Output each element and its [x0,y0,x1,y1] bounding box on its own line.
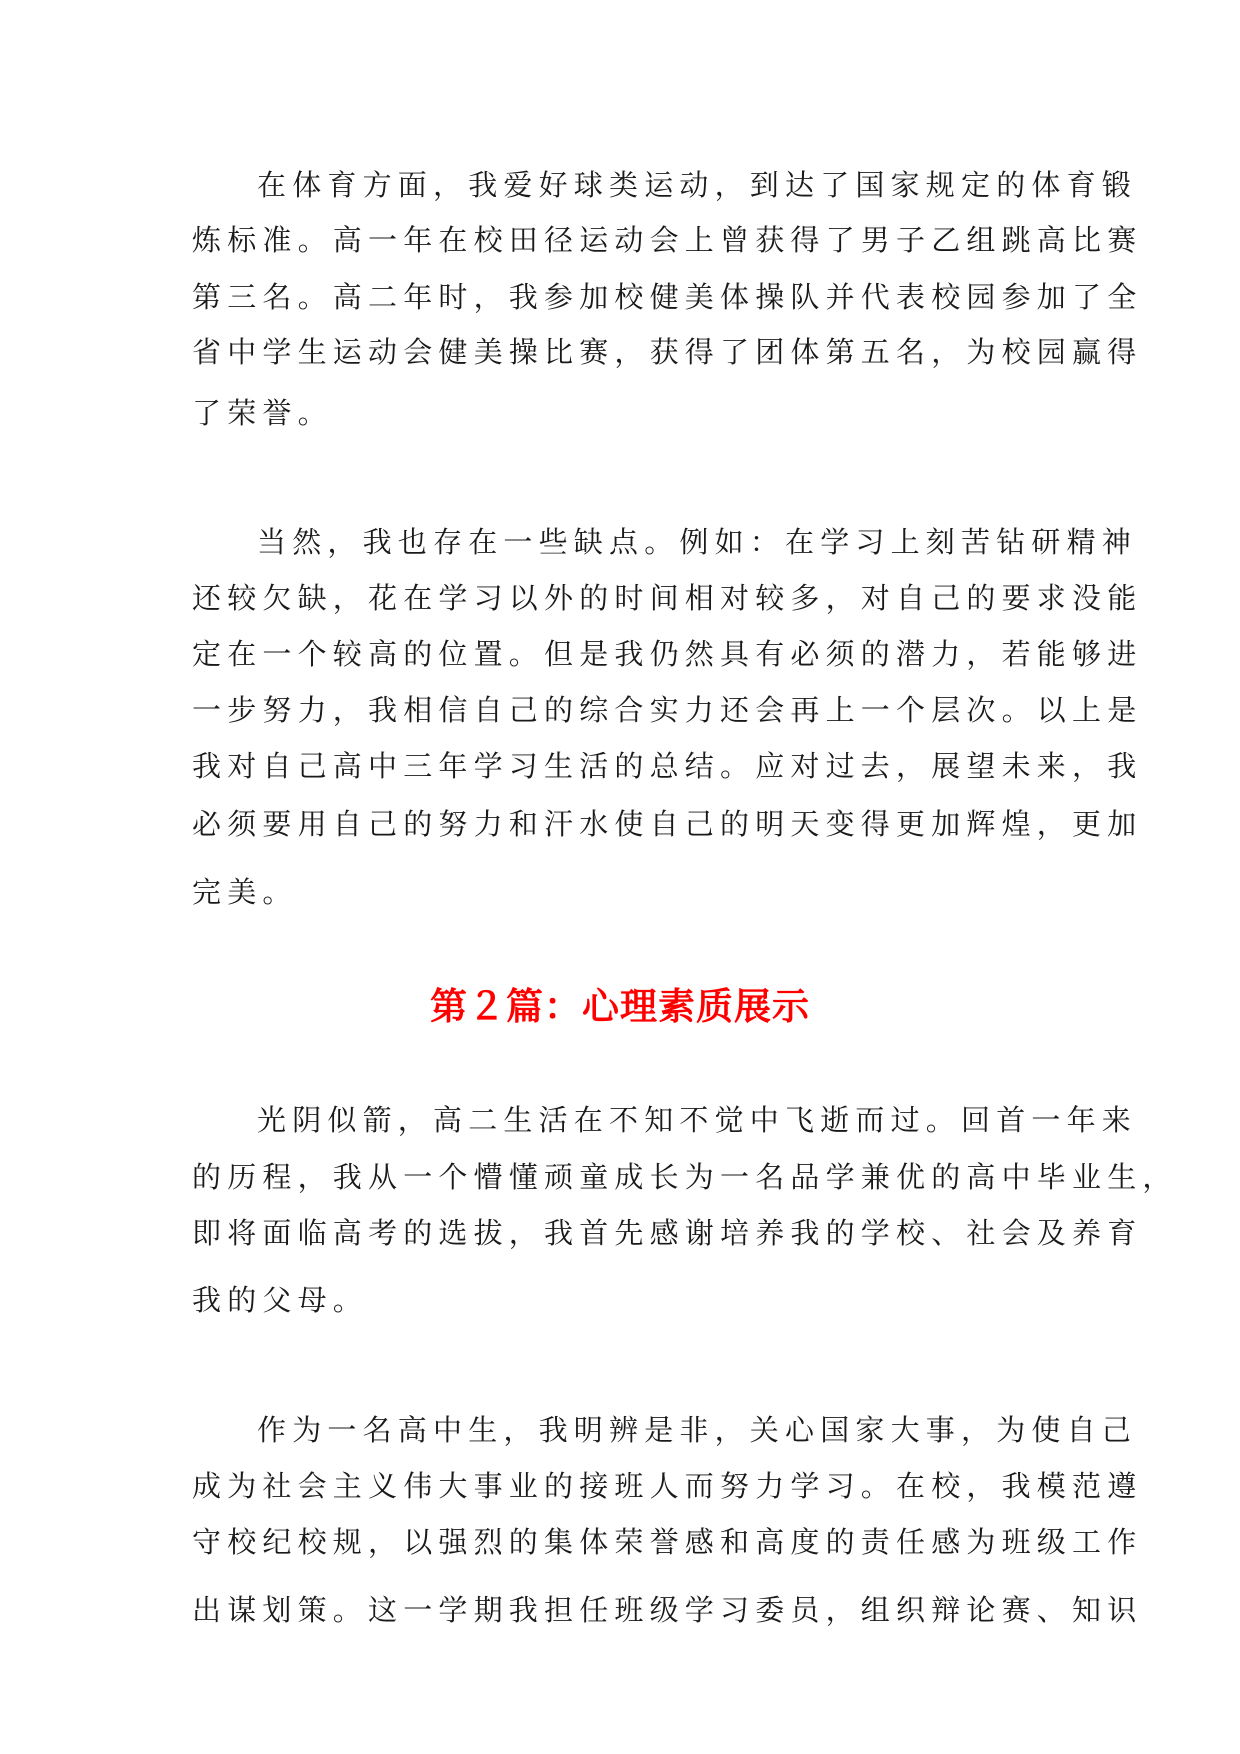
text-line: 省中学生运动会健美操比赛，获得了团体第五名，为校园赢得 [192,335,1143,369]
text-line: 我的父母。 [192,1283,369,1317]
text-line: 当然，我也存在一些缺点。例如：在学习上刻苦钻研精神 [257,525,1138,559]
text-line: 必须要用自己的努力和汗水使自己的明天变得更加辉煌，更加 [192,807,1143,841]
text-line: 出谋划策。这一学期我担任班级学习委员，组织辩论赛、知识 [192,1593,1143,1627]
text-line: 还较欠缺，花在学习以外的时间相对较多，对自己的要求没能 [192,581,1143,615]
text-line: 我对自己高中三年学习生活的总结。应对过去，展望未来，我 [192,749,1143,783]
text-line: 守校纪校规，以强烈的集体荣誉感和高度的责任感为班级工作 [192,1525,1143,1559]
text-line: 在体育方面，我爱好球类运动，到达了国家规定的体育锻 [257,168,1138,202]
text-line: 炼标准。高一年在校田径运动会上曾获得了男子乙组跳高比赛 [192,223,1143,257]
text-line: 完美。 [192,875,298,909]
text-line: 成为社会主义伟大事业的接班人而努力学习。在校，我模范遵 [192,1469,1143,1503]
text-line: 第三名。高二年时，我参加校健美体操队并代表校园参加了全 [192,280,1143,314]
text-line: 即将面临高考的选拔，我首先感谢培养我的学校、社会及养育 [192,1216,1143,1250]
text-line: 光阴似箭，高二生活在不知不觉中飞逝而过。回首一年来 [257,1103,1138,1137]
section-heading: 第２篇：心理素质展示 [430,985,810,1028]
text-line: 作为一名高中生，我明辨是非，关心国家大事，为使自己 [257,1413,1138,1447]
text-line: 定在一个较高的位置。但是我仍然具有必须的潜力，若能够进 [192,637,1143,671]
text-line: 的历程，我从一个懵懂顽童成长为一名品学兼优的高中毕业生， [192,1160,1178,1194]
text-line: 一步努力，我相信自己的综合实力还会再上一个层次。以上是 [192,693,1143,727]
text-line: 了荣誉。 [192,396,333,430]
